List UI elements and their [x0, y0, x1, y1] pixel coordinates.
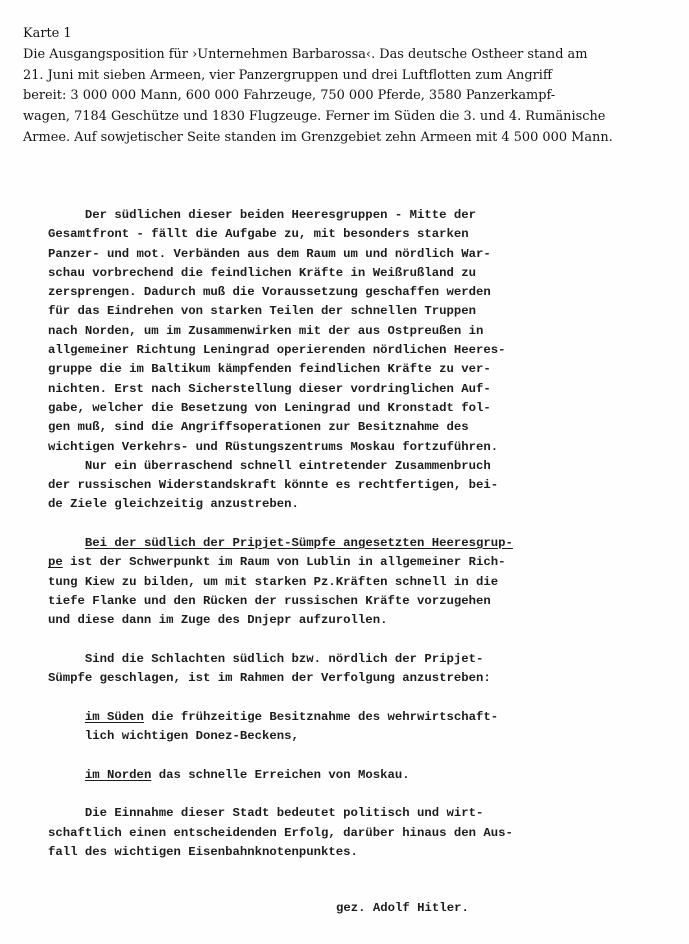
indent — [48, 710, 85, 724]
text-line: allgemeiner Richtung Leningrad operierenden nördlichen Heeres- — [48, 343, 506, 358]
paragraph-1 — [48, 206, 658, 457]
text-line: gabe, welcher die Besetzung von Leningrad und Kronstadt fol- — [48, 400, 491, 415]
paragraph-4 — [48, 650, 658, 689]
typewritten-directive — [48, 206, 658, 862]
text-line: de Ziele gleichzeitig anzustreben. — [48, 497, 299, 512]
text-line: Panzer- und mot. Verbänden aus dem Raum um und nördlich War- — [48, 246, 491, 261]
paragraph-5 — [48, 804, 658, 862]
paragraph-3 — [48, 534, 658, 630]
text-line: gruppe die im Baltikum kämpfenden feindlichen Kräfte zu ver- — [48, 362, 491, 377]
caption-line: bereit: 3 000 000 Mann, 600 000 Fahrzeuge, 750 000 Pferde, 3580 Panzerkampf- — [23, 88, 556, 104]
north-objective — [48, 766, 658, 785]
text-line: tiefe Flanke und den Rücken der russischen Kräfte vorzugehen — [48, 593, 491, 608]
signature: gez. Adolf Hitler. — [336, 901, 469, 915]
text-line — [48, 534, 658, 553]
text-line: schau vorbrechend die feindlichen Kräfte in Weißrußland zu — [48, 265, 477, 280]
underlined-heading-end: pe — [48, 555, 63, 570]
blank-line — [48, 688, 658, 707]
north-label: im Norden — [84, 767, 152, 782]
text-run: ist der Schwerpunkt im Raum von Lublin in allgemeiner Rich- — [62, 555, 506, 570]
text-line: für das Eindrehen von starken Teilen der schnellen Truppen — [48, 304, 477, 319]
text-line — [48, 766, 658, 785]
indent — [48, 536, 85, 550]
text-line: Gesamtfront - fällt die Aufgabe zu, mit besonders starken — [48, 227, 469, 242]
south-objective — [48, 708, 658, 747]
text-line: nach Norden, um im Zusammenwirken mit der aus Ostpreußen in — [48, 323, 484, 338]
text-line: lich wichtigen Donez-Beckens, — [48, 729, 299, 744]
underlined-heading: Bei der südlich der Pripjet-Sümpfe angesetzten Heeresgrup- — [84, 536, 513, 551]
caption-line: 21. Juni mit sieben Armeen, vier Panzergruppen und drei Luftflotten zum Angriff — [23, 67, 553, 83]
text-line: wichtigen Verkehrs- und Rüstungszentrums Moskau fortzuführen. — [48, 439, 499, 454]
text-line — [48, 708, 658, 727]
indent — [48, 768, 85, 782]
blank-line — [48, 785, 658, 804]
text-line: gen muß, sind die Angriffsoperationen zur Besitznahme des — [48, 420, 469, 435]
text-line: fall des wichtigen Eisenbahnknotenpunktes. — [48, 844, 358, 859]
text-line: nichten. Erst nach Sicherstellung dieser vordringlichen Auf- — [48, 381, 491, 396]
text-line: Die Einnahme dieser Stadt bedeutet politisch und wirt- — [48, 806, 484, 821]
caption-line: Die Ausgangsposition für ›Unternehmen Barbarossa‹. Das deutsche Ostheer stand am — [23, 46, 588, 62]
text-run: das schnelle Erreichen von Moskau. — [151, 767, 410, 782]
text-line: Der südlichen dieser beiden Heeresgruppen - Mitte der — [48, 208, 477, 222]
blank-line — [48, 746, 658, 765]
text-line: Sind die Schlachten südlich bzw. nördlich der Pripjet- — [48, 651, 484, 666]
text-line: tung Kiew zu bilden, um mit starken Pz.Kräften schnell in die — [48, 574, 499, 589]
blank-line — [48, 515, 658, 534]
caption-line: wagen, 7184 Geschütze und 1830 Flugzeuge. Ferner im Süden die 3. und 4. Rumänische — [23, 109, 606, 125]
text-run: die frühzeitige Besitznahme des wehrwirtschaft- — [143, 709, 499, 724]
caption-line: Armee. Auf sowjetischer Seite standen im Grenzgebiet zehn Armeen mit 4 500 000 Mann. — [23, 129, 613, 145]
text-line: der russischen Widerstandskraft könnte es rechtfertigen, bei- — [48, 478, 499, 493]
map-label: Karte 1 — [23, 26, 72, 41]
text-line: und diese dann im Zuge des Dnjepr aufzurollen. — [48, 613, 388, 628]
text-line — [48, 553, 658, 572]
south-label: im Süden — [84, 709, 144, 724]
text-line: Nur ein überraschend schnell eintretender Zusammenbruch — [48, 458, 491, 473]
text-line: schaftlich einen entscheidenden Erfolg, darüber hinaus den Aus- — [48, 825, 513, 840]
map-caption — [23, 24, 668, 149]
blank-line — [48, 631, 658, 650]
text-line: Sümpfe geschlagen, ist im Rahmen der Verfolgung anzustreben: — [48, 671, 491, 686]
text-line: zersprengen. Dadurch muß die Voraussetzung geschaffen werden — [48, 285, 491, 300]
paragraph-2 — [48, 457, 658, 515]
